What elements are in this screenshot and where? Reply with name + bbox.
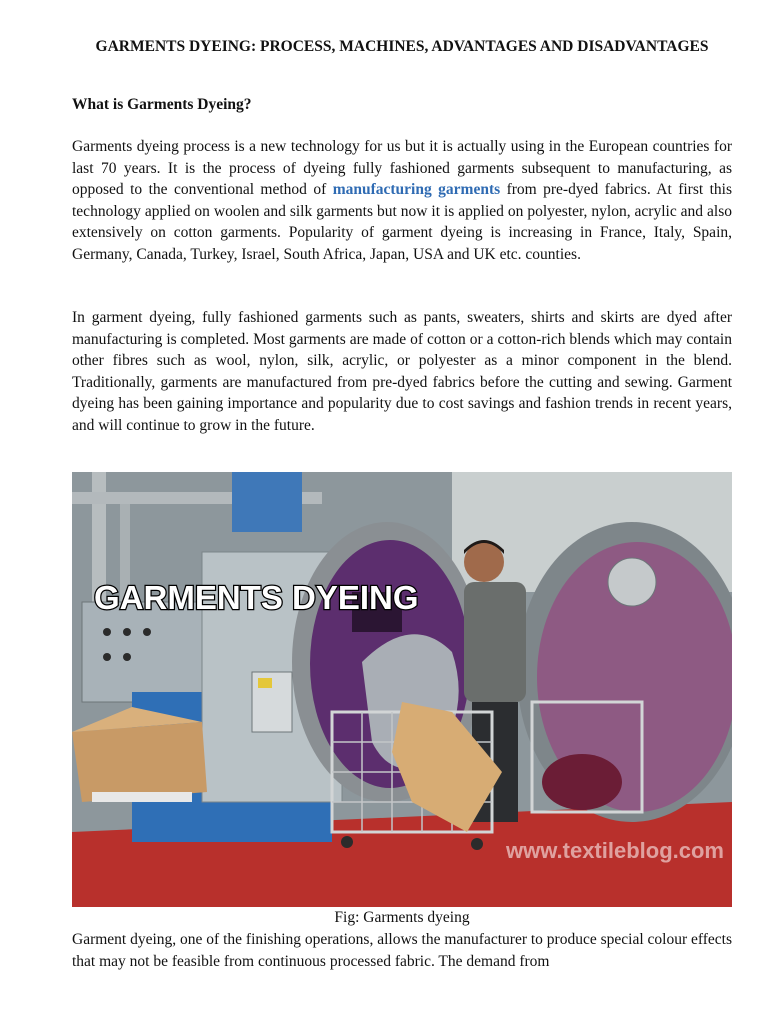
- figure-caption: Fig: Garments dyeing: [334, 909, 470, 926]
- worker-shirt: [464, 582, 526, 702]
- panel-knob: [143, 628, 151, 636]
- manufacturing-garments-link[interactable]: manufacturing garments: [332, 181, 501, 199]
- document-title: GARMENTS DYEING: PROCESS, MACHINES, ADVANTAGES AND DISADVANTAGES: [95, 38, 709, 55]
- panel-knob: [103, 653, 111, 661]
- cart-wheel: [471, 838, 483, 850]
- paragraph-3: Garment dyeing, one of the finishing operations, allows the manufacturer to produce special colour effects that may not be feasible from continuous processed fabric. The demand from: [72, 931, 732, 970]
- panel-knob: [103, 628, 111, 636]
- paragraph-1: [72, 136, 732, 266]
- overlay-title: GARMENTS DYEING: [94, 579, 419, 616]
- panel-knob: [123, 628, 131, 636]
- watermark: www.textileblog.com: [506, 838, 724, 863]
- garments-dyeing-photo: [72, 472, 732, 907]
- control-panel: [82, 602, 212, 702]
- cardboard-box: [72, 722, 207, 802]
- paragraph-1-text-a: Garments dyeing process is a new technology for us but it is actually using in the European countries for last 70 years. It is the process of dyeing fully fashioned garments subsequent to manufacturing, as opposed to the conventional method of: [72, 138, 732, 199]
- white-cloth: [92, 792, 192, 802]
- warning-label: [258, 678, 272, 688]
- dyed-garments: [542, 754, 622, 810]
- photo-illustration: [72, 472, 732, 907]
- paragraph-2: In garment dyeing, fully fashioned garments such as pants, sweaters, shirts and skirts are dyed after manufacturing is completed. Most garments are made of cotton or a cotton-rich blends which may contain other fibres such as wool, nylon, silk, acrylic, or polyester as a minor component in the blend. Traditionally, garments are manufactured from pre-dyed fabrics before the cutting and sewing. Garment dyeing has been gaining importance and popularity due to cost savings and fashion trends in recent years, and will continue to grow in the future.: [72, 309, 732, 434]
- door-porthole: [608, 558, 656, 606]
- section-heading: What is Garments Dyeing?: [72, 96, 252, 113]
- paragraph-1-text-b: from pre-dyed fabrics. At first this technology applied on woolen and silk garments but now it is applied on polyester, nylon, acrylic and also extensively on cotton garments. Popularity of garment dyeing is increasing in France, Italy, Spain, Germany, Canada, Turkey, Israel, South Africa, Japan, USA and UK etc. counties.: [72, 181, 732, 263]
- cart-wheel: [341, 836, 353, 848]
- panel-knob: [123, 653, 131, 661]
- blue-valve-box: [232, 472, 302, 532]
